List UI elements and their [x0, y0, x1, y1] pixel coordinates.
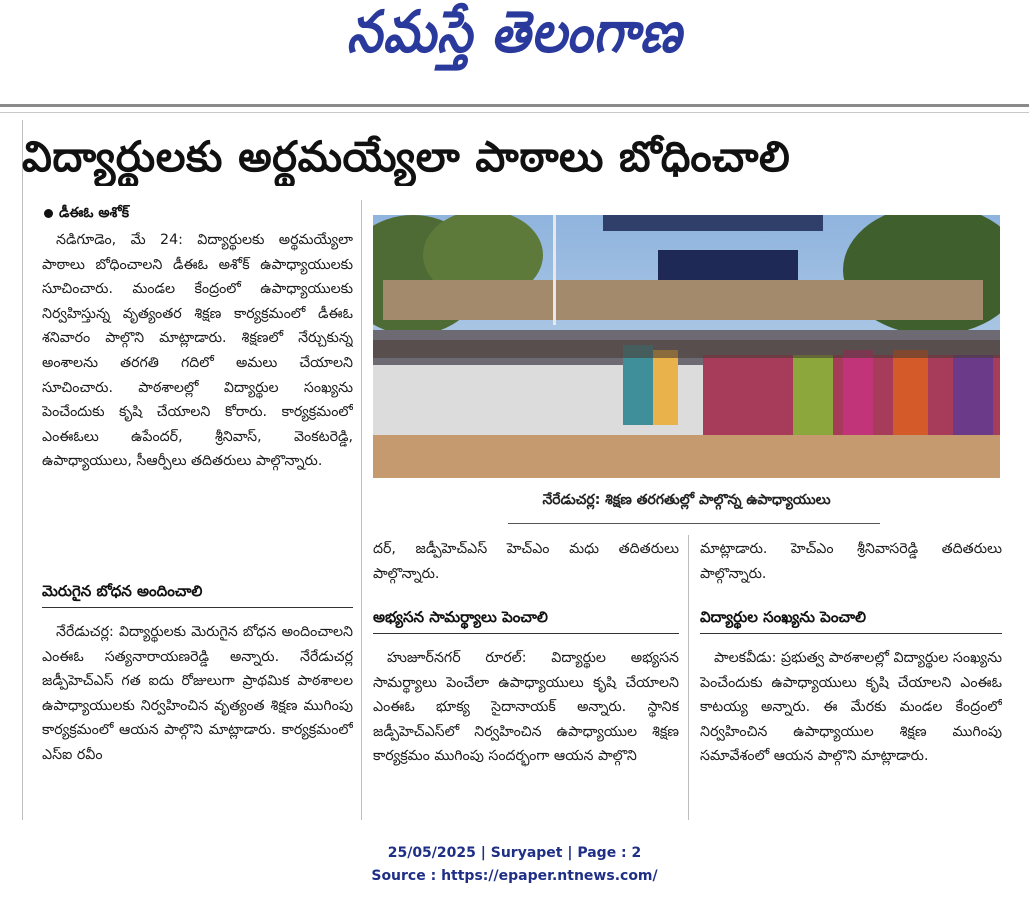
- masthead-title: నమస్తే తెలంగాణ: [346, 0, 683, 66]
- column-divider-2: [688, 535, 689, 820]
- section-1-continuation: దర్, జడ్పీహెచ్ఎస్ హెచ్ఎం మధు తదితరులు పాల్గొన్నారు.: [373, 541, 679, 582]
- lead-paragraph: నడిగూడెం, మే 24: విద్యార్థులకు అర్థమయ్యేలా పాఠాలు బోధించాలని డీఈఓ అశోక్ ఉపాధ్యాయులకు సూచించారు. మండల కేంద్రంలో ఉపాధ్యాయులకు నిర్వహిస్తున్న వృత్యంతర శిక్షణ కార్యక్రమంలో డీఈఓ శనివారం పాల్గొని మాట్లాడారు. శిక్షణలో నేర్చుకున్న అంశాలను తరగతి గదిలో అమలు చేయాలని సూచించారు. పాఠశాలల్లో విద్యార్థుల సంఖ్యను పెంచేందుకు కృషి చేయాలని కోరారు. కార్యక్రమంలో ఎంఈఓలు ఉపేందర్, శ్రీనివాస్, వెంకటరెడ్డి, ఉపాధ్యాయులు, సీఆర్పీలు తదితరులు పాల్గొన్నారు.: [42, 232, 353, 470]
- masthead: [0, 0, 1029, 100]
- footer-source-line: Source : https://epaper.ntnews.com/: [371, 868, 658, 884]
- section-1-body: నేరేడుచర్ల: విద్యార్థులకు మెరుగైన బోధన అందించాలని ఎంఈఓ సత్యనారాయణరెడ్డి అన్నారు. నేరేడుచర్ల జడ్పీహెచ్ఎస్ గత ఐదు రోజులుగా ప్రాథమిక పాఠశాలల ఉపాధ్యాయులకు నిర్వహించిన వృత్యంత శిక్షణ ముగింపు కార్యక్రమంలో ఆయన పాల్గొని మాట్లాడారు. కార్యక్రమంలో ఎస్ఐ రవీం: [42, 624, 353, 763]
- masthead-rule: [0, 104, 1029, 107]
- caption-rule: [508, 523, 880, 524]
- section-2-rule: [373, 633, 679, 634]
- masthead-subrule: [0, 112, 1029, 113]
- left-column-rule: [22, 120, 23, 820]
- column-divider-1: [361, 200, 362, 820]
- section-1-rule: [42, 607, 353, 608]
- byline-text: డీఈఓ అశోక్: [59, 205, 130, 221]
- section-3-rule: [700, 633, 1002, 634]
- section-1-title: మెరుగైన బోధన అందించాలి: [42, 582, 203, 600]
- group-photo: [373, 215, 1000, 478]
- headline: విద్యార్థులకు అర్థమయ్యేలా పాఠాలు బోధించాలి: [22, 132, 791, 181]
- photo-caption: నేరేడుచర్ల: శిక్షణ తరగతుల్లో పాల్గొన్న ఉపాధ్యాయులు: [542, 492, 831, 508]
- section-3-body: పాలకవీడు: ప్రభుత్వ పాఠశాలల్లో విద్యార్థుల సంఖ్యను పెంచేందుకు ఉపాధ్యాయులు కృషి చేయాలని ఎంఈఓ కాటయ్య అన్నారు. ఈ మేరకు మండల కేంద్రంలో నిర్వహించిన ఉపాధ్యాయుల శిక్షణ ముగింపు సమావేశంలో ఆయన పాల్గొని మాట్లాడారు.: [700, 650, 1002, 765]
- byline: [44, 205, 129, 224]
- footer-edition-line: 25/05/2025 | Suryapet | Page : 2: [387, 845, 642, 861]
- section-2-continuation: మాట్లాడారు. హెచ్ఎం శ్రీనివాసరెడ్డి తదితరులు పాల్గొన్నారు.: [700, 541, 1002, 582]
- section-2-title: అభ్యసన సామర్థ్యాలు పెంచాలి: [373, 608, 548, 626]
- bullet-icon: [44, 209, 53, 218]
- section-3-title: విద్యార్థుల సంఖ్యను పెంచాలి: [700, 608, 866, 626]
- photo-illustration: [373, 215, 1000, 478]
- section-2-body: హుజూర్‌నగర్ రూరల్: విద్యార్థుల అభ్యసన సామర్థ్యాలు పెంచేలా ఉపాధ్యాయులు కృషి చేయాలని ఎంఈఓ భూక్య సైదానాయక్ అన్నారు. స్థానిక జడ్పీహెచ్ఎస్‌లో నిర్వహించిన ఉపాధ్యాయుల శిక్షణ కార్యక్రమం ముగింపు సందర్భంగా ఆయన పాల్గొని: [373, 650, 679, 765]
